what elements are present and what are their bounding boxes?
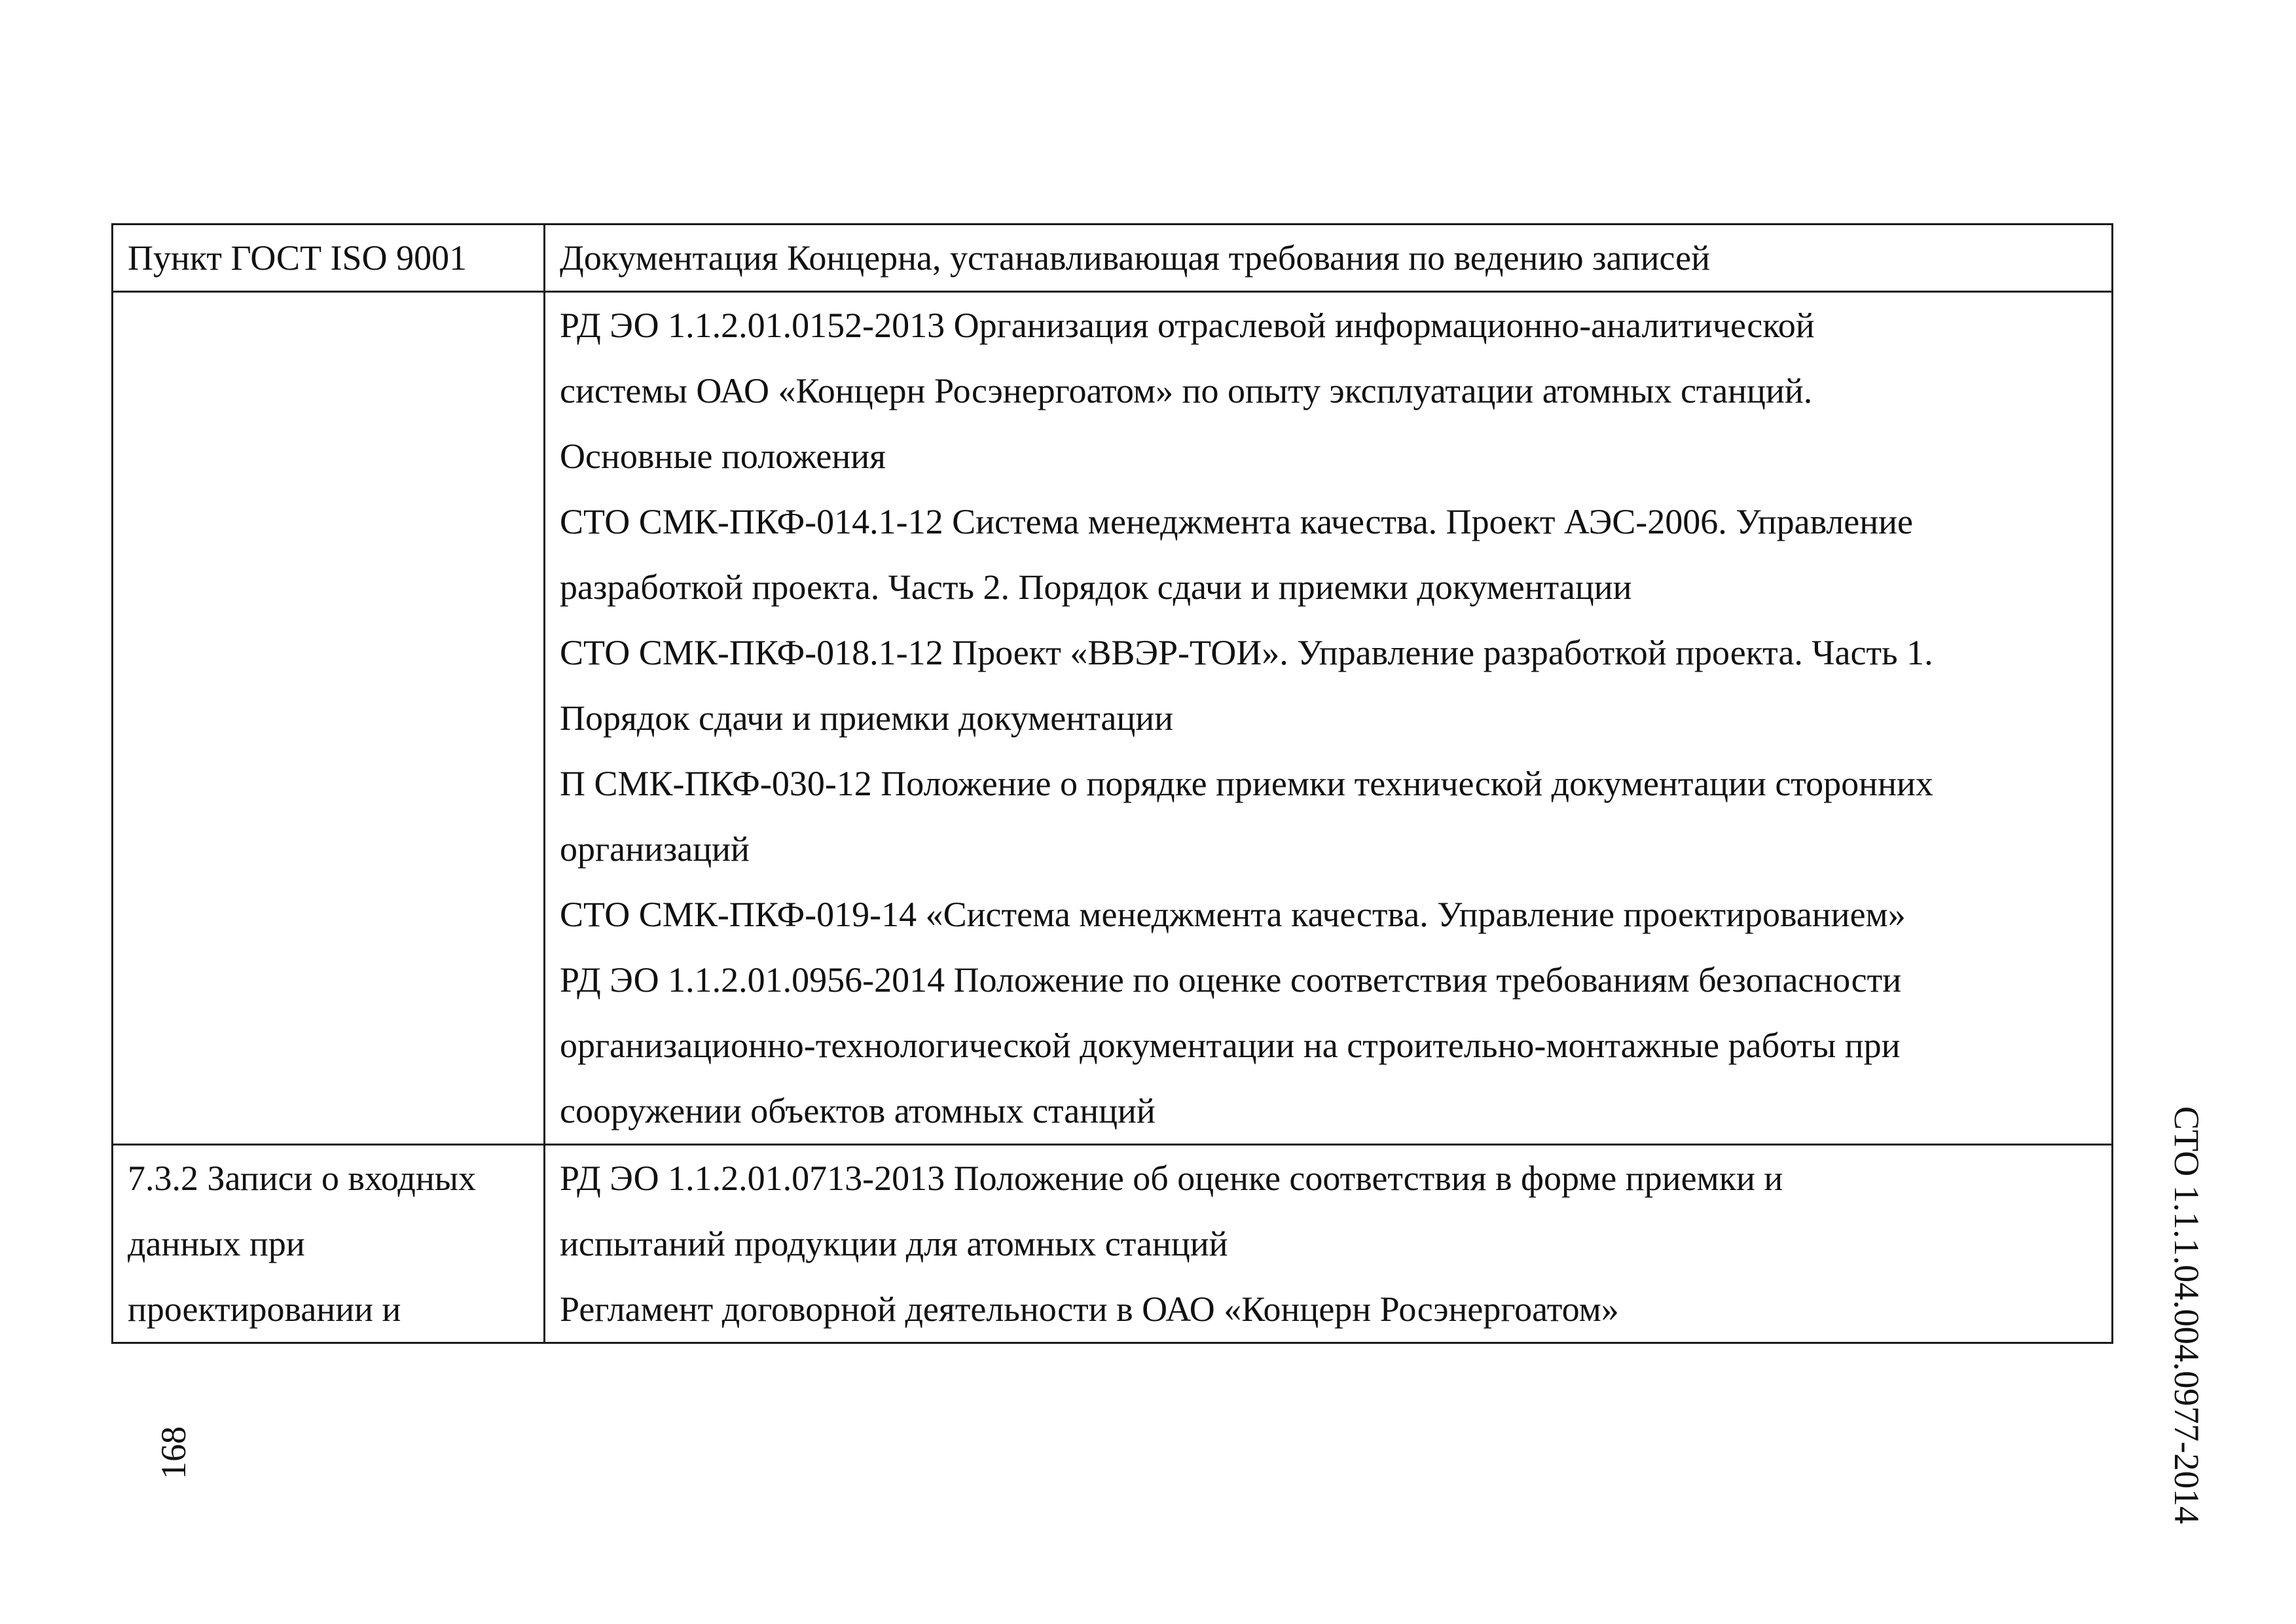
document-line: СТО СМК-ПКФ-018.1-12 Проект «ВВЭР-ТОИ». Управление разработкой проекта. Часть 1. [560, 633, 1933, 672]
clause-line: проектировании и [128, 1290, 401, 1329]
records-documentation-table [111, 223, 2113, 1344]
document-line: Порядок сдачи и приемки документации [560, 698, 1174, 738]
document-line: разработкой проекта. Часть 2. Порядок сдачи и приемки документации [560, 568, 1632, 607]
document-line: сооружении объектов атомных станций [560, 1091, 1156, 1130]
document-line: РД ЭО 1.1.2.01.0713-2013 Положение об оценке соответствия в форме приемки и [560, 1159, 1783, 1198]
document-line: организационно-технологической документации на строительно-монтажные работы при [560, 1026, 1901, 1065]
document-line: Регламент договорной деятельности в ОАО «Концерн Росэнергоатом» [560, 1290, 1619, 1329]
document-line: РД ЭО 1.1.2.01.0956-2014 Положение по оценке соответствия требованиям безопасности [560, 960, 1902, 1000]
document-line: организаций [560, 829, 750, 869]
header-documents-cell [545, 225, 2113, 292]
document-line: П СМК-ПКФ-030-12 Положение о порядке приемки технической документации сторонних [560, 764, 1933, 803]
document-line: испытаний продукции для атомных станций [560, 1224, 1228, 1263]
clause-cell [113, 1145, 545, 1343]
document-line: системы ОАО «Концерн Росэнергоатом» по опыту эксплуатации атомных станций. [560, 371, 1813, 410]
document-line: СТО СМК-ПКФ-019-14 «Система менеджмента качества. Управление проектированием» [560, 895, 1906, 934]
header-documents-text: Документация Концерна, устанавливающая требования по ведению записей [560, 238, 1711, 278]
header-clause-text: Пункт ГОСТ ISO 9001 [128, 238, 467, 278]
page-number: 168 [154, 1426, 193, 1480]
header-clause-cell [113, 225, 545, 292]
clause-line: 7.3.2 Записи о входных [128, 1159, 477, 1198]
table-row [113, 1145, 2113, 1343]
clause-line: данных при [128, 1224, 305, 1263]
documents-cell [545, 1145, 2113, 1343]
standard-code: СТО 1.1.1.04.004.0977-2014 [2167, 1106, 2206, 1525]
document-line: Основные положения [560, 437, 886, 476]
table-row [113, 292, 2113, 1145]
document-line: СТО СМК-ПКФ-014.1-12 Система менеджмента качества. Проект АЭС-2006. Управление [560, 502, 1914, 541]
clause-cell-empty [113, 292, 545, 1145]
document-line: РД ЭО 1.1.2.01.0152-2013 Организация отраслевой информационно-аналитической [560, 306, 1815, 345]
documents-cell [545, 292, 2113, 1145]
table-header-row [113, 225, 2113, 292]
clause-text [128, 293, 543, 358]
